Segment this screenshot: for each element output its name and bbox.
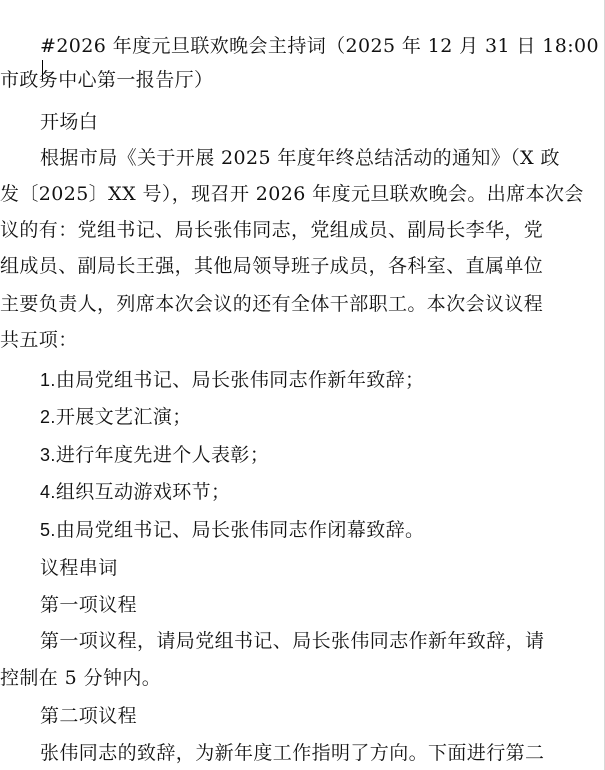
title-text: #2026 年度元旦联欢晚会主持词（2025 年 12 月 31 日 18:00 [40, 35, 600, 57]
agenda-text: 开展文艺汇演； [55, 406, 192, 428]
agenda-item [40, 399, 192, 435]
first-item-line-2: 控制在 5 分钟内。 [0, 667, 162, 689]
heading-agenda-script: 议程串词 [40, 557, 118, 579]
agenda-text: 由局党组书记、局长张伟同志作新年致辞； [55, 369, 425, 391]
agenda-item [40, 362, 424, 398]
paragraph-line-3: 议的有：党组书记、局长张伟同志，党组成员、副局长李华，党 [0, 219, 544, 241]
title-line-2: 市政务中心第一报告厅） [0, 69, 214, 91]
paragraph-line-5: 主要负责人，列席本次会议的还有全体干部职工。本次会议议程 [0, 293, 544, 315]
paragraph-line-6: 共五项： [0, 329, 78, 351]
agenda-text: 进行年度先进个人表彰； [55, 444, 270, 466]
agenda-item [40, 474, 230, 510]
agenda-number: 5. [40, 520, 56, 540]
paragraph-line-1: 根据市局《关于开展 2025 年度年终总结活动的通知》（X 政 [40, 147, 560, 169]
agenda-number: 1. [40, 370, 56, 390]
agenda-number: 3. [40, 445, 56, 465]
agenda-number: 4. [40, 482, 56, 502]
heading-first-item: 第一项议程 [40, 594, 138, 616]
paragraph-line-2: 发〔2025〕XX 号），现召开 2026 年度元旦联欢晚会。出席本次会 [0, 183, 584, 205]
agenda-item [40, 512, 424, 548]
second-item-line-1: 张伟同志的致辞，为新年度工作指明了方向。下面进行第二 [40, 742, 545, 764]
heading-second-item: 第二项议程 [40, 705, 138, 727]
agenda-item [40, 437, 269, 473]
first-item-line-1: 第一项议程，请局党组书记、局长张伟同志作新年致辞，请 [40, 630, 545, 652]
heading-opening: 开场白 [40, 111, 99, 133]
paragraph-line-4: 组成员、副局长王强，其他局领导班子成员，各科室、直属单位 [0, 255, 544, 277]
agenda-text: 由局党组书记、局长张伟同志作闭幕致辞。 [55, 519, 425, 541]
agenda-text: 组织互动游戏环节； [55, 481, 231, 503]
title-line-1 [40, 28, 599, 64]
agenda-number: 2. [40, 407, 56, 427]
